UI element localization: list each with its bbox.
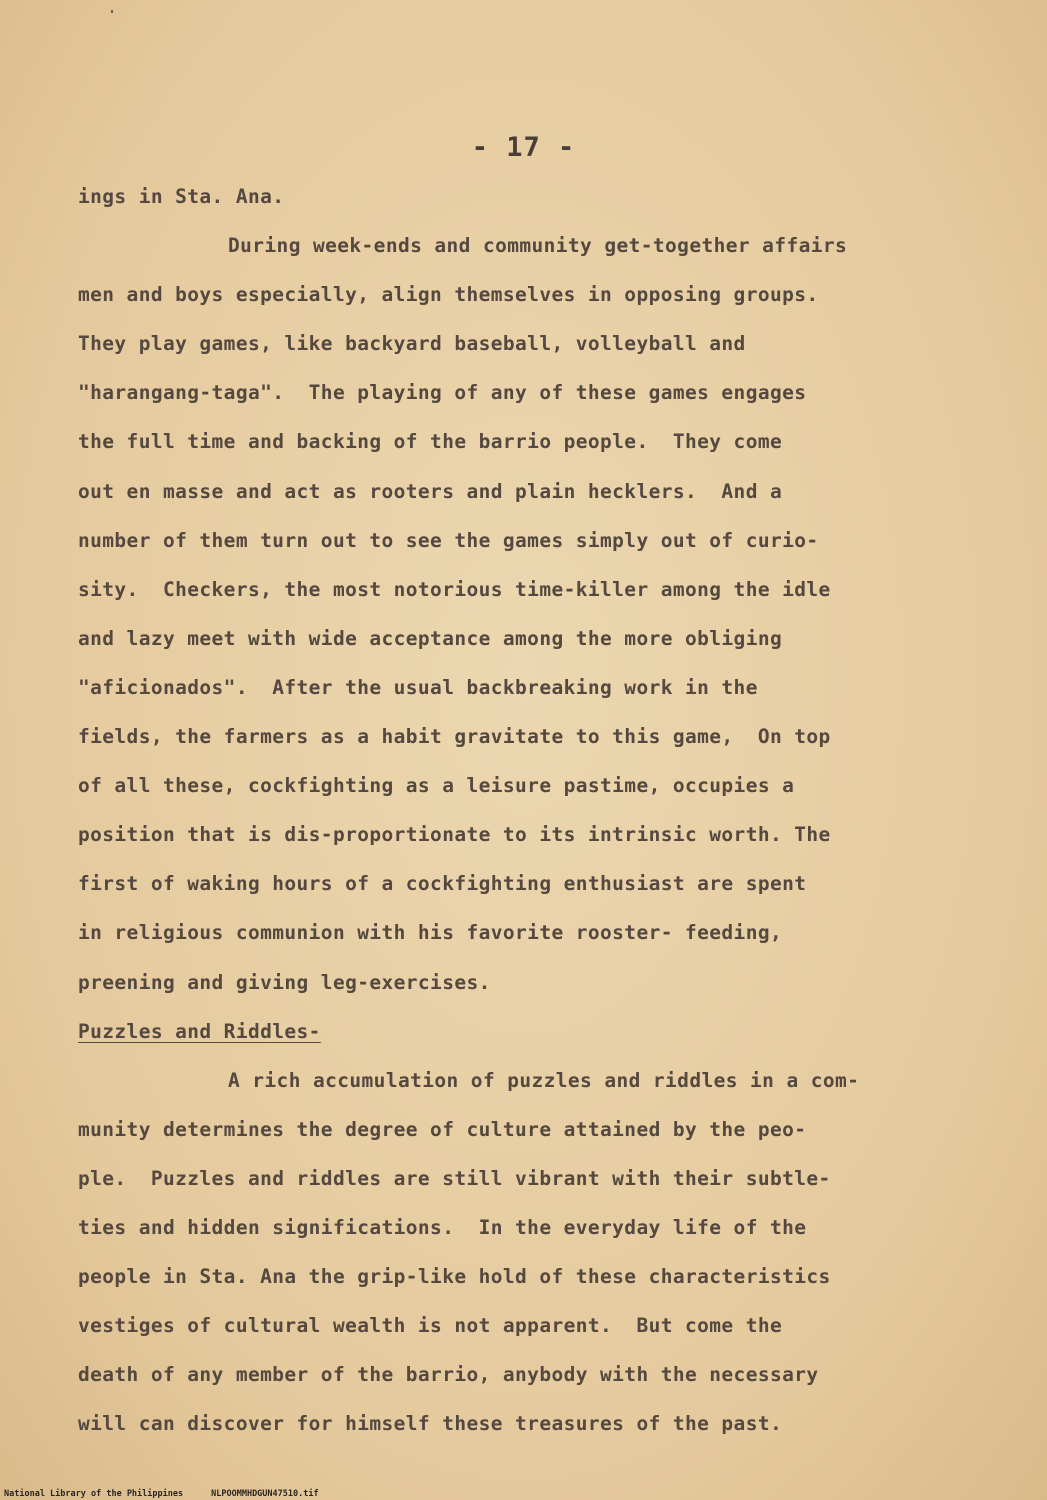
paragraph-start-line: During week-ends and community get-together affairs — [228, 234, 848, 258]
text-line: in religious communion with his favorite rooster- feeding, — [78, 921, 783, 945]
scan-footer — [4, 1489, 347, 1499]
text-line: will can discover for himself these treasures of the past. — [78, 1412, 783, 1436]
text-line: out en masse and act as rooters and plain hecklers. And a — [78, 479, 783, 503]
text-line: They play games, like backyard baseball, volleyball and — [78, 332, 746, 356]
text-line: men and boys especially, align themselves in opposing groups. — [78, 283, 819, 307]
text-line: and lazy meet with wide acceptance among the more obliging — [78, 626, 783, 650]
text-line: death of any member of the barrio, anybody with the necessary — [78, 1363, 819, 1387]
text-line: the full time and backing of the barrio people. They come — [78, 430, 783, 454]
section-heading: Puzzles and Riddles- — [78, 1019, 321, 1043]
typed-body-text — [78, 182, 983, 1458]
text-line: preening and giving leg-exercises. — [78, 970, 491, 994]
text-line: first of waking hours of a cockfighting enthusiast are spent — [78, 872, 807, 896]
text-line: vestiges of cultural wealth is not apparent. But come the — [78, 1314, 783, 1338]
ink-speck — [111, 10, 113, 13]
text-line: ple. Puzzles and riddles are still vibrant with their subtle- — [78, 1166, 831, 1190]
text-line: "harangang-taga". The playing of any of these games engages — [78, 381, 807, 405]
paragraph-start-line: A rich accumulation of puzzles and riddles in a com- — [228, 1068, 860, 1092]
text-line: ings in Sta. Ana. — [78, 185, 285, 208]
text-line: "aficionados". After the usual backbreaking work in the — [78, 675, 758, 699]
text-line: munity determines the degree of culture attained by the peo- — [78, 1117, 807, 1141]
text-line: position that is dis-proportionate to its intrinsic worth. The — [78, 823, 831, 847]
text-line: fields, the farmers as a habit gravitate to this game, On top — [78, 725, 831, 749]
text-line: people in Sta. Ana the grip-like hold of these characteristics — [78, 1265, 831, 1289]
library-credit: National Library of the Philippines — [4, 1489, 184, 1499]
text-line: ties and hidden significations. In the everyday life of the — [78, 1215, 807, 1239]
text-line: sity. Checkers, the most notorious time-killer among the idle — [78, 577, 831, 601]
text-line: of all these, cockfighting as a leisure pastime, occupies a — [78, 774, 795, 798]
page-number: - 17 - — [471, 132, 576, 163]
scan-filename: NLPOOMMHDGUN47510.tif — [211, 1489, 319, 1499]
text-line: number of them turn out to see the games simply out of curio- — [78, 528, 819, 552]
